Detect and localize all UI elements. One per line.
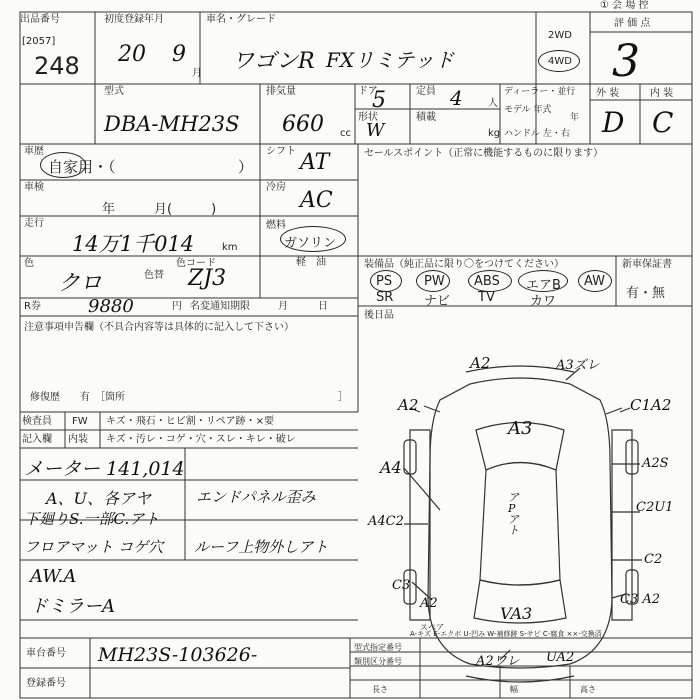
recycle-label: R券 [24, 301, 41, 312]
equip-airbag: エアB [526, 278, 561, 293]
ac-label: 冷房 [266, 182, 286, 193]
history-value: 自家用・（ [48, 158, 116, 176]
doors-value: 5 [372, 88, 386, 113]
mark-left-rear: A2 [420, 596, 438, 611]
check-label: 検査員 [22, 416, 52, 427]
equip-sr: SR [376, 290, 394, 305]
mark-right-front: C1A2 [630, 396, 672, 414]
length-label: 長さ [372, 685, 388, 694]
note-7: AW.A [30, 566, 77, 587]
car-name: ワゴンR [232, 49, 315, 74]
color-value: クロ [58, 271, 103, 296]
reg-year: 20 [118, 42, 146, 67]
new-car-label: 新車保証書 [622, 259, 672, 270]
note-6: ルーフ上物外しアト [194, 538, 329, 556]
record-label: 記入欄 [22, 434, 52, 445]
load-label: 積載 [416, 112, 436, 123]
mark-hood: A3 [508, 418, 533, 439]
fw-label: FW [72, 416, 88, 427]
inspection-value: 年 月( ) [102, 202, 217, 217]
note-1: メーター 141,014 [24, 458, 185, 480]
color-code-label: 色コード [176, 258, 216, 269]
tax-label: 名変通知期限 [190, 301, 250, 312]
equip-navi: ナビ [424, 294, 451, 309]
shape-value: W [366, 120, 385, 141]
rating-value: 3 [612, 36, 640, 87]
shift-label: シフト [266, 146, 296, 157]
height-label: 高さ [580, 685, 596, 694]
displacement-label: 排気量 [266, 86, 296, 97]
color-code-value: ZJ3 [188, 266, 227, 291]
legend-item-2: 類別区分番号 [354, 657, 402, 666]
chassis-value: MH23S-103626- [98, 644, 258, 666]
shape-label: 形状 [358, 112, 378, 123]
mark-rear-bumper: A2ワレ [476, 654, 520, 669]
equip-aw: AW [584, 274, 606, 289]
lot-label: 出品番号 [20, 14, 60, 25]
history-close: ） [238, 158, 254, 176]
legend-item-1: 型式指定番号 [354, 643, 402, 652]
drive-2wd: 2WD [548, 30, 572, 41]
kg-unit: kg [488, 128, 501, 139]
model-year-label: モデル 年式 [504, 105, 552, 115]
mark-left-fender: A4 [380, 458, 402, 477]
exterior-grade: D [602, 106, 625, 139]
mark-front-bumper: A2 [470, 354, 491, 372]
fuel-value: ガソリン [284, 236, 337, 251]
spare-label: スペア [420, 623, 444, 632]
damage-legend: A-キズ E-エクボ U-凹み W-補修跡 S-サビ C-腐食 ××-交換済 [410, 630, 602, 638]
sales-label: セールスポイント（正常に機能するものに限ります） [364, 148, 604, 159]
repair-label: 修復歴 有 ［箇所 [30, 392, 125, 403]
dealer-label: ディーラー・並行 [504, 87, 576, 97]
equip-leather: カワ [530, 294, 557, 309]
mark-right-rear: C3 A2 [620, 592, 661, 607]
fuel-label: 燃料 [266, 220, 286, 231]
car-grade: FXリミテッド [326, 48, 455, 72]
tax-value: 月 日 [278, 301, 328, 312]
width-label: 幅 [510, 685, 518, 694]
equip-ps: PS [376, 274, 393, 289]
note-2: A、U、各アヤ [46, 489, 152, 508]
mark-right-door: C2U1 [636, 500, 674, 515]
fw-options: キズ・飛石・ヒビ割・リペア跡・×要 [106, 416, 274, 427]
km-unit: km [222, 242, 238, 253]
reg-number-label: 登録番号 [26, 678, 66, 689]
auction-type: ① 会 場 控 [600, 0, 649, 11]
mark-front-bumper-right: A3ズレ [556, 358, 600, 373]
person-unit: 人 [488, 98, 498, 109]
mark-rear-right: UA2 [546, 650, 575, 665]
month-unit: 月 [192, 68, 202, 79]
new-car-value: 有・無 [626, 286, 666, 301]
color-label: 色 [24, 258, 34, 269]
color-swap-label: 色替 [144, 270, 164, 281]
lot-sub: [2057] [22, 36, 56, 47]
shift-value: AT [300, 150, 330, 175]
mark-tailgate: VA3 [500, 604, 533, 623]
equip-abs: ABS [474, 274, 500, 289]
lot-number: 248 [34, 52, 80, 80]
mileage-label: 走行 [24, 218, 44, 229]
handle-label: ハンドル 左・右 [504, 129, 570, 139]
mark-right-rear-door: C2 [644, 552, 663, 567]
notes-label: 注意事項申告欄（不具合内容等は具体的に記入して下さい） [24, 322, 294, 333]
equip-pw: PW [424, 274, 445, 289]
rating-label: 評 価 点 [614, 18, 651, 29]
yen-unit: 円 [172, 301, 182, 312]
car-label: 車名・グレード [206, 14, 276, 25]
model-value: DBA-MH23S [104, 112, 240, 136]
interior-check-label: 内装 [68, 434, 88, 445]
history-label: 車歴 [24, 146, 44, 157]
ac-value: AC [300, 188, 333, 213]
equip-tv: TV [478, 290, 495, 305]
interior-grade: C [652, 106, 674, 139]
cc-unit: cc [340, 128, 351, 139]
mark-right-fender: A2S [642, 456, 669, 471]
recycle-value: 9880 [88, 296, 134, 317]
note-8: ドミラーA [30, 596, 115, 617]
fuel-value-2: 軽 油 [296, 257, 326, 268]
mark-left-door: A4C2 [368, 514, 404, 529]
equip-label: 装備品（純正品に限り〇をつけてください） [364, 259, 564, 270]
note-4: 下廻りS.一部C.アト [24, 510, 160, 528]
reg-label: 初度登録年月 [104, 14, 164, 25]
reg-month: 9 [172, 42, 186, 67]
capacity-value: 4 [450, 86, 463, 110]
interior-label: 内 装 [650, 88, 674, 99]
capacity-label: 定員 [416, 86, 436, 97]
model-label: 型式 [104, 86, 124, 97]
interior-options: キズ・汚レ・コゲ・穴・スレ・キレ・破レ [106, 434, 296, 445]
mark-left-front: A2 [398, 396, 419, 414]
note-5: フロアマット コゲ穴 [24, 538, 164, 556]
mark-roof: ア P ア ト [508, 491, 519, 537]
drive-4wd: 4WD [548, 56, 572, 67]
mark-left-quarter: C3 [392, 578, 411, 593]
doors-label: ドア [358, 86, 378, 97]
repair-close: ］ [338, 392, 348, 403]
after-label: 後日品 [364, 310, 394, 321]
mileage-value: 14万1千014 [72, 232, 195, 256]
chassis-label: 車台番号 [26, 648, 66, 659]
displacement-value: 660 [282, 112, 324, 137]
year-unit: 年 [570, 113, 580, 123]
note-3: エンドパネル歪み [196, 488, 316, 506]
exterior-label: 外 装 [596, 88, 620, 99]
inspection-label: 車検 [24, 182, 44, 193]
